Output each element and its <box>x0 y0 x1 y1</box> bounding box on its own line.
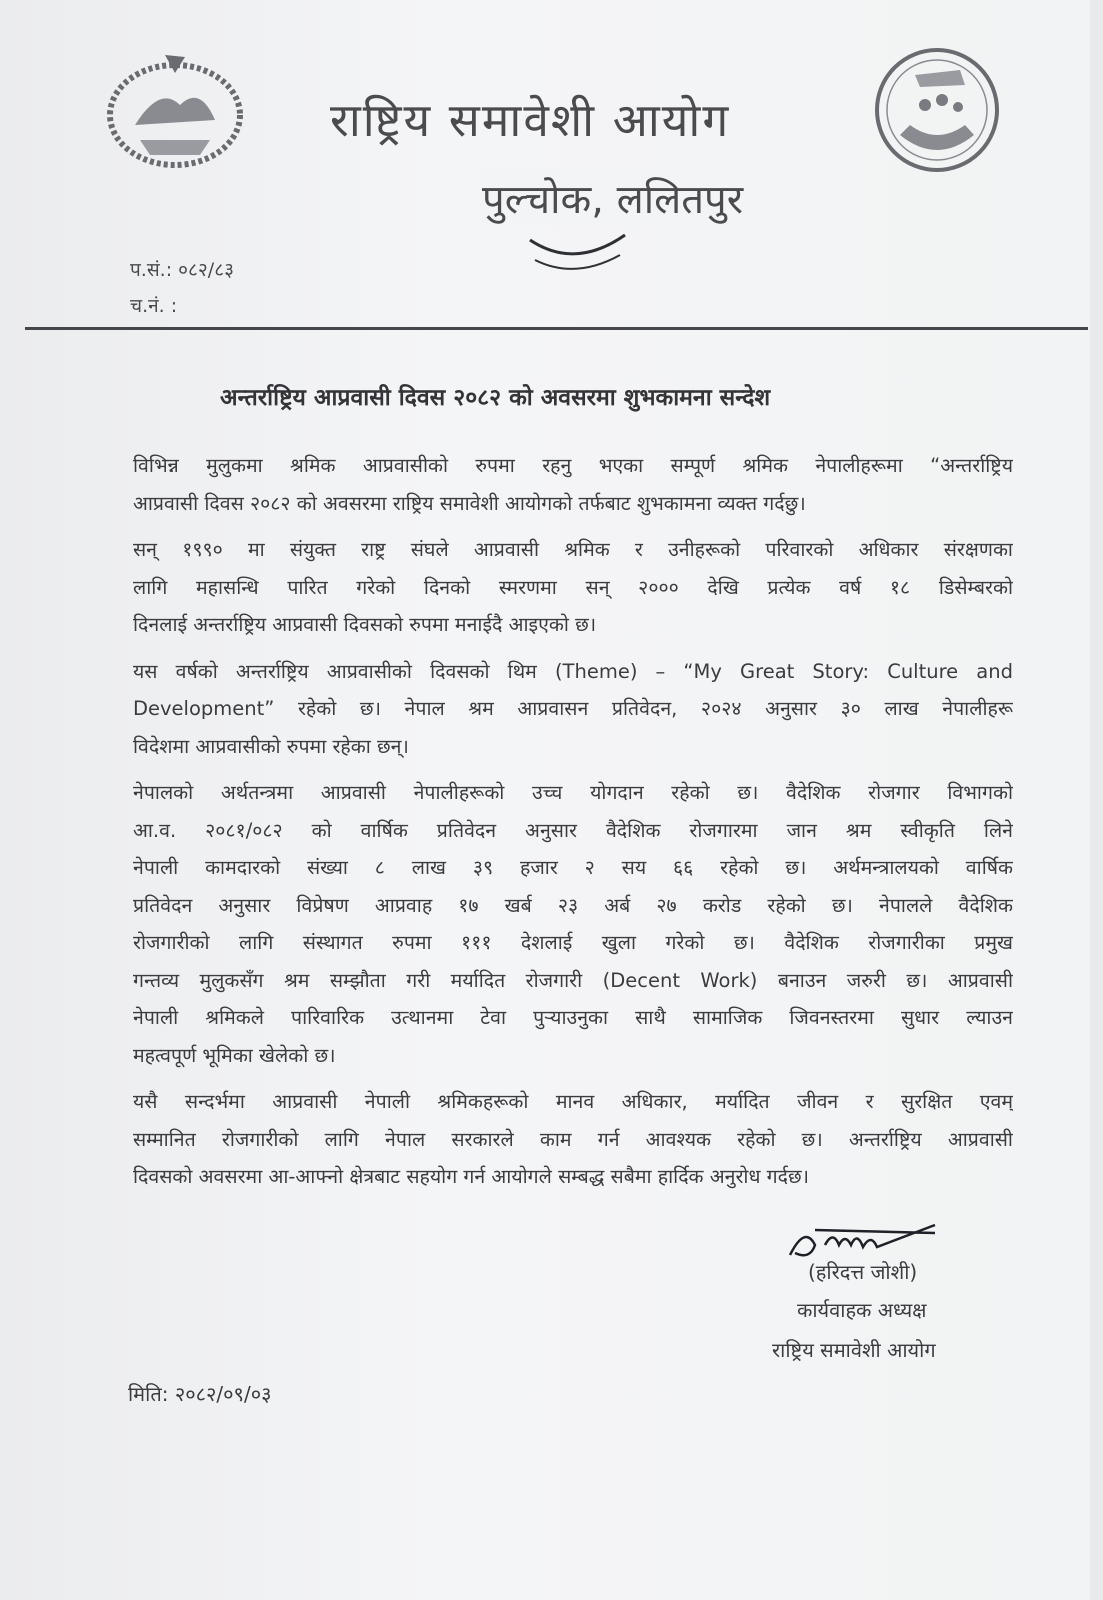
organization-title: राष्ट्रिय समावेशी आयोग <box>330 93 731 147</box>
paragraph <box>133 774 1013 1074</box>
organization-location: पुल्चोक, ललितपुर <box>478 170 747 225</box>
paragraph-line: महत्वपूर्ण भूमिका खेलेको छ। <box>133 1043 336 1067</box>
signatory-designation: कार्यवाहक अध्यक्ष <box>797 1298 927 1322</box>
paragraph-line: Development” रहेको छ। नेपाल श्रम आप्रवासन प्रतिवेदन, २०२४ अनुसार ३० लाख नेपालीहरू <box>133 697 1013 720</box>
paragraph-line: यसै सन्दर्भमा आप्रवासी नेपाली श्रमिकहरूको मानव अधिकार, मर्यादित जीवन र सुरक्षित एवम् <box>133 1090 1013 1113</box>
letter-date: मिति: २०८२/०९/०३ <box>128 1382 272 1406</box>
paragraph-line: नेपाली कामदारको संख्या ८ लाख ३९ हजार २ सय ६६ रहेको छ। अर्थमन्त्रालयको वार्षिक <box>133 856 1013 879</box>
nepal-emblem-icon <box>100 45 250 175</box>
letter-body <box>133 447 1013 1205</box>
paragraph <box>133 1083 1013 1196</box>
paragraph-line: नेपालको अर्थतन्त्रमा आप्रवासी नेपालीहरूको उच्च योगदान रहेको छ। वैदेशिक रोजगार विभागको <box>133 781 1013 804</box>
paragraph-line: सम्मानित रोजगारीको लागि नेपाल सरकारले काम गर्न आवश्यक रहेको छ। अन्तर्राष्ट्रिय आप्रवासी <box>133 1127 1013 1151</box>
paragraph-line: रोजगारीको लागि संस्थागत रुपमा १११ देशलाई खुला गरेको छ। वैदेशिक रोजगारीका प्रमुख <box>133 931 1013 954</box>
header-divider <box>25 327 1088 330</box>
paragraph-line: सन् १९९० मा संयुक्त राष्ट्र संघले आप्रवासी श्रमिक र उनीहरूको परिवारको अधिकार संरक्षणका <box>133 538 1013 561</box>
paragraph <box>133 531 1013 644</box>
paragraph-line: आप्रवासी दिवस २०८२ को अवसरमा राष्ट्रिय समावेशी आयोगको तर्फबाट शुभकामना व्यक्त गर्दछु। <box>133 491 806 515</box>
signatory-name: (हरिदत्त जोशी) <box>808 1260 918 1284</box>
signatory-organization: राष्ट्रिय समावेशी आयोग <box>772 1338 936 1362</box>
reference-number: प.सं.: ०८२/८३ <box>130 259 234 281</box>
paragraph-line: यस वर्षको अन्तर्राष्ट्रिय आप्रवासीको दिवसको थिम (Theme) – “My Great Story: Culture and <box>133 659 1013 683</box>
paragraph-line: दिनलाई अन्तर्राष्ट्रिय आप्रवासी दिवसको रुपमा मनाईदै आइएको छ। <box>133 613 597 636</box>
paragraph-line: लागि महासन्धि पारित गरेको दिनको स्मरणमा सन् २००० देखि प्रत्येक वर्ष १८ डिसेम्बरको <box>133 575 1013 599</box>
paragraph-line: आ.व. २०८१/०८२ को वार्षिक प्रतिवेदन अनुसार वैदेशिक रोजगारमा जान श्रम स्वीकृति लिने <box>133 818 1013 842</box>
paragraph <box>133 653 1013 766</box>
dispatch-number: च.नं. : <box>130 295 178 317</box>
paragraph-line: नेपाली श्रमिकले पारिवारिक उत्थानमा टेवा पुर्‍याउनुका साथै सामाजिक जिवनस्तरमा सुधार ल्याउन <box>133 1006 1013 1029</box>
paragraph-line: प्रतिवेदन अनुसार विप्रेषण आप्रवाह १७ खर्ब २३ अर्ब २७ करोड रहेको छ। नेपालले वैदेशिक <box>133 893 1013 917</box>
paragraph-line: दिवसको अवसरमा आ-आफ्नो क्षेत्रबाट सहयोग गर्न आयोगले सम्बद्ध सबैमा हार्दिक अनुरोध गर्दछ। <box>133 1165 810 1188</box>
paragraph-line: गन्तव्य मुलुकसँग श्रम सम्झौता गरी मर्यादित रोजगारी (Decent Work) बनाउन जरुरी छ। आप्रवासी <box>133 968 1013 992</box>
letter-heading: अन्तर्राष्ट्रिय आप्रवासी दिवस २०८२ को अवसरमा शुभकामना सन्देश <box>220 385 771 411</box>
commission-logo-icon <box>870 45 1005 175</box>
paragraph-line: विदेशमा आप्रवासीको रुपमा रहेका छन्। <box>133 734 409 758</box>
paragraph <box>133 447 1013 522</box>
paragraph-line: विभिन्न मुलुकमा श्रमिक आप्रवासीको रुपमा रहनु भएका सम्पूर्ण श्रमिक नेपालीहरूमा “अन्तर्राष्ट्रिय <box>133 454 1013 477</box>
